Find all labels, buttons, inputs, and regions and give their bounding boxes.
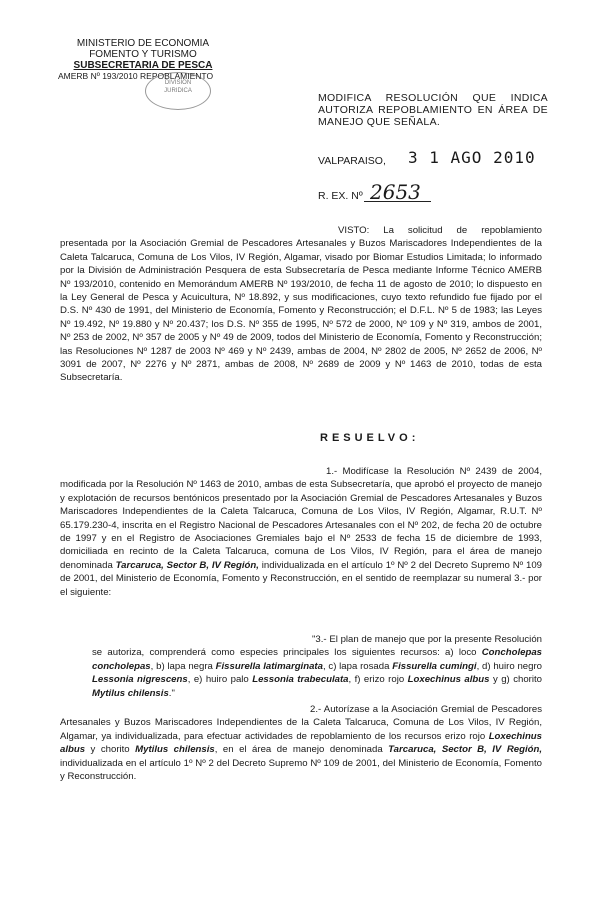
resolution-number: 2653 [370,180,421,204]
article-2-paragraph [60,703,542,783]
species-name: Fissurella latimarginata [215,660,323,672]
undersecretariat-name: SUBSECRETARIA DE PESCA [73,60,213,71]
letterhead [58,38,228,82]
quote-text: "3.- El plan de manejo que por la presente Resolución se autoriza, comprenderá como especies principales los siguientes recursos: a) loco [92,634,542,659]
quote-text: y g) chorito [489,674,542,686]
division-stamp [145,72,211,110]
species-name: Mytilus chilensis [135,744,215,756]
place-label: VALPARAISO, [318,155,386,167]
article-1-text: 1.- Modifícase la Resolución Nº 2439 de 2004, modificada por la Resolución Nº 1463 de 2010, ambas de esta Subsecretaría, que aprobó el proyecto de manejo y explotación de recursos bentónicos presentado por la Asociación Gremial de Pescadores Artesanales y Buzos Mariscadores Independientes de la Caleta Talcaruca, Comuna de Los Vilos, IV Región, Algamar, R.U.T. Nº 65.179.230-4, inscrita en el Registro Nacional de Pescadores Artesanales con el Nº 202, de fecha 20 de octubre de 1997 y en el Registro de Asociaciones Gremiales bajo el Nº 2533 de fecha 15 de diciembre de 1993, domiciliada en recinto de la Caleta Talcaruca, comuna de Los Vilos, IV Región, para el área de manejo denominada [60,466,542,571]
species-name: Lessonia nigrescens [92,674,188,686]
quote-text: , e) huiro palo [187,674,253,686]
species-name: Lessonia trabeculata [252,674,349,686]
article-2-text: y chorito [85,744,136,756]
quote-text: , f) erizo rojo [348,674,408,686]
article-2-text: individualizada en el artículo 1º Nº 2 del Decreto Supremo Nº 109 de 2001, del Ministerio de Economía, Fomento y Reconstrucción. [60,757,542,783]
species-name: Concholepas concholepas [92,647,542,672]
quote-text: ." [168,687,175,699]
resolution-label: R. EX. Nº [318,190,363,202]
ministry-name: MINISTERIO DE ECONOMIA [76,38,210,49]
stamp-line-1: DIVISION [164,80,192,86]
article-1-text-end: individualizada en el artículo 1º Nº 2 del Decreto Supremo Nº 109 de 2001, del Ministerio de Economía, Fomento y Reconstrucción, en el sentido de reemplazar su numeral 3.- por el siguiente: [60,559,542,598]
date-stamp: 3 1 AGO 2010 [408,148,536,167]
article-2-text: , en el área de manejo denominada [214,744,389,756]
numeral-3-quote [60,633,542,700]
file-reference: AMERB Nº 193/2010 REPOBLAMIENTO [58,71,214,81]
resuelvo-heading: RESUELVO: [320,432,420,444]
species-name: Loxechinus albus [407,674,490,686]
visto-paragraph: VISTO: La solicitud de repoblamiento presentada por la Asociación Gremial de Pescadores Artesanales y Buzos Mariscadores Independientes de la Caleta Talcaruca, Comuna de Los Vilos, IV Región, Algamar, visado por Biomar Estudios Limitada; lo informado por la División de Administración Pesquera de esta Subsecretaría de Pesca mediante Informe Técnico AMERB Nº 193/2010, contenido en Memorándum AMERB Nº 193/2010, de fecha 11 de agosto de 2010; lo dispuesto en la Ley General de Pesca y Acuicultura, Nº 18.892, y sus modificaciones, cuyo texto refundido fue fijado por el D.S. Nº 430 de 1991, del Ministerio de Economía, Fomento y Reconstrucción; el D.F.L. Nº 5 de 1983; las Leyes Nº 19.492, Nº 19.880 y Nº 20.437; los D.S. Nº 355 de 1995, Nº 572 de 2000, Nº 109 y Nº 319, ambos de 2001, Nº 253 de 2002, Nº 357 de 2005 y Nº 49 de 2009, todos del Ministerio de Economía, Fomento y Reconstrucción; las Resoluciones Nº 1287 de 2003 Nº 469 y Nº 2439, ambas de 2004, Nº 2802 de 2005, Nº 2652 de 2006, Nº 3091 de 2007, Nº 2276 y Nº 2871, ambas de 2008, Nº 2689 de 2009 y Nº 1463 de 2010, todas de esta Subsecretaría. [60,225,542,384]
article-1-paragraph [60,465,542,599]
area-name: Tarcaruca, Sector B, IV Región, [388,744,542,756]
document-title: MODIFICA RESOLUCIÓN QUE INDICA AUTORIZA REPOBLAMIENTO EN ÁREA DE MANEJO QUE SEÑALA. [318,92,548,128]
article-2-text: 2.- Autorízase a la Asociación Gremial de Pescadores Artesanales y Buzos Mariscadores Independientes de la Caleta Talcaruca, Comuna de Los Vilos, IV Región, Algamar, ya individualizada, para efectuar actividades de repoblamiento de los recursos erizo rojo [60,704,542,742]
quote-text: , c) lapa rosada [322,660,393,672]
quote-text: , d) huiro negro [476,660,542,672]
quote-text: , b) lapa negra [150,660,216,672]
ministry-subtitle: FOMENTO Y TURISMO [89,49,197,60]
species-name: Loxechinus albus [60,730,542,756]
species-name: Fissurella cumingi [392,660,477,672]
species-name: Mytilus chilensis [92,687,169,699]
area-name: Tarcaruca, Sector B, IV Región, [115,559,259,571]
stamp-line-2: JURIDICA [164,88,192,94]
